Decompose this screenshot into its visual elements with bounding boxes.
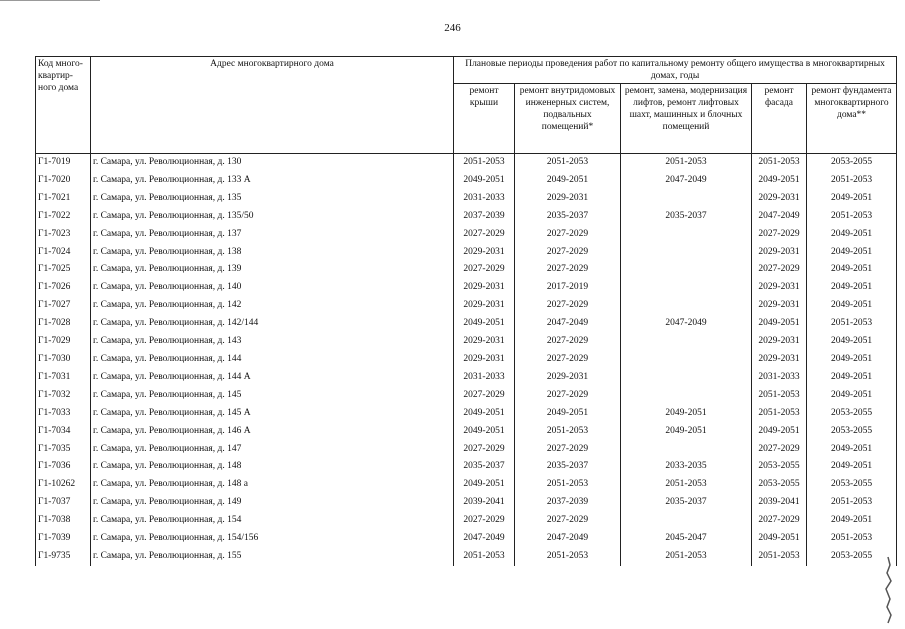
cell-address: г. Самара, ул. Революционная, д. 135/50 [91, 208, 454, 226]
cell-foundation: 2049-2051 [807, 261, 897, 279]
cell-facade: 2027-2029 [752, 261, 807, 279]
cell-code: Г1-7027 [36, 297, 91, 315]
cell-code: Г1-7034 [36, 423, 91, 441]
cell-foundation: 2049-2051 [807, 297, 897, 315]
cell-lifts [621, 369, 752, 387]
cell-lifts: 2051-2053 [621, 476, 752, 494]
cell-code: Г1-7030 [36, 351, 91, 369]
cell-foundation: 2051-2053 [807, 172, 897, 190]
cell-foundation: 2049-2051 [807, 441, 897, 459]
cell-code: Г1-7033 [36, 405, 91, 423]
cell-lifts [621, 333, 752, 351]
cell-systems: 2029-2031 [515, 190, 621, 208]
cell-code: Г1-7029 [36, 333, 91, 351]
table-row [36, 405, 897, 423]
cell-facade: 2039-2041 [752, 494, 807, 512]
cell-address: г. Самара, ул. Революционная, д. 133 А [91, 172, 454, 190]
cell-foundation: 2053-2055 [807, 405, 897, 423]
cell-facade: 2049-2051 [752, 530, 807, 548]
cell-systems: 2027-2029 [515, 333, 621, 351]
cell-facade: 2051-2053 [752, 405, 807, 423]
cell-facade: 2029-2031 [752, 244, 807, 262]
cell-code: Г1-7020 [36, 172, 91, 190]
cell-facade: 2031-2033 [752, 369, 807, 387]
table-row [36, 172, 897, 190]
cell-systems: 2027-2029 [515, 387, 621, 405]
cell-address: г. Самара, ул. Революционная, д. 140 [91, 279, 454, 297]
cell-foundation: 2049-2051 [807, 458, 897, 476]
table-row [36, 279, 897, 297]
cell-address: г. Самара, ул. Революционная, д. 147 [91, 441, 454, 459]
table-row [36, 351, 897, 369]
cell-foundation: 2053-2055 [807, 423, 897, 441]
cell-code: Г1-7024 [36, 244, 91, 262]
table-row [36, 333, 897, 351]
cell-foundation: 2053-2055 [807, 154, 897, 172]
cell-foundation: 2053-2055 [807, 548, 897, 566]
cell-foundation: 2051-2053 [807, 315, 897, 333]
cell-facade: 2049-2051 [752, 423, 807, 441]
cell-lifts [621, 512, 752, 530]
cell-systems: 2027-2029 [515, 226, 621, 244]
cell-roof: 2029-2031 [454, 333, 515, 351]
cell-roof: 2029-2031 [454, 351, 515, 369]
cell-facade: 2053-2055 [752, 476, 807, 494]
cell-code: Г1-10262 [36, 476, 91, 494]
table-row [36, 441, 897, 459]
cell-foundation: 2049-2051 [807, 226, 897, 244]
cell-roof: 2047-2049 [454, 530, 515, 548]
table-row [36, 261, 897, 279]
cell-systems: 2047-2049 [515, 530, 621, 548]
cell-code: Г1-7025 [36, 261, 91, 279]
cell-address: г. Самара, ул. Революционная, д. 138 [91, 244, 454, 262]
cell-systems: 2047-2049 [515, 315, 621, 333]
cell-systems: 2051-2053 [515, 476, 621, 494]
table-row [36, 423, 897, 441]
cell-address: г. Самара, ул. Революционная, д. 142 [91, 297, 454, 315]
cell-lifts [621, 226, 752, 244]
cell-foundation: 2049-2051 [807, 369, 897, 387]
cell-code: Г1-7031 [36, 369, 91, 387]
cell-foundation: 2049-2051 [807, 244, 897, 262]
cell-address: г. Самара, ул. Революционная, д. 144 [91, 351, 454, 369]
cell-address: г. Самара, ул. Революционная, д. 145 [91, 387, 454, 405]
cell-lifts [621, 351, 752, 369]
cell-systems: 2027-2029 [515, 297, 621, 315]
header-roof: ремонт крыши [454, 84, 515, 154]
cell-code: Г1-9735 [36, 548, 91, 566]
cell-facade: 2051-2053 [752, 387, 807, 405]
cell-roof: 2029-2031 [454, 244, 515, 262]
cell-roof: 2049-2051 [454, 172, 515, 190]
cell-lifts [621, 190, 752, 208]
cell-foundation: 2053-2055 [807, 476, 897, 494]
cell-address: г. Самара, ул. Революционная, д. 130 [91, 154, 454, 172]
cell-systems: 2049-2051 [515, 172, 621, 190]
header-facade: ремонт фасада [752, 84, 807, 154]
cell-facade: 2029-2031 [752, 279, 807, 297]
cell-roof: 2027-2029 [454, 441, 515, 459]
cell-roof: 2049-2051 [454, 315, 515, 333]
cell-facade: 2047-2049 [752, 208, 807, 226]
cell-facade: 2051-2053 [752, 548, 807, 566]
cell-lifts: 2047-2049 [621, 315, 752, 333]
cell-address: г. Самара, ул. Революционная, д. 137 [91, 226, 454, 244]
cell-code: Г1-7028 [36, 315, 91, 333]
cell-address: г. Самара, ул. Революционная, д. 139 [91, 261, 454, 279]
cell-lifts: 2047-2049 [621, 172, 752, 190]
cell-foundation: 2049-2051 [807, 333, 897, 351]
cell-roof: 2027-2029 [454, 387, 515, 405]
header-systems: ремонт внутридомовых инженерных систем, подвальных помещений* [515, 84, 621, 154]
cell-lifts [621, 244, 752, 262]
cell-lifts: 2035-2037 [621, 208, 752, 226]
header-foundation: ремонт фундамента многоквартирного дома** [807, 84, 897, 154]
cell-systems: 2051-2053 [515, 548, 621, 566]
cell-code: Г1-7019 [36, 154, 91, 172]
page-number: 246 [444, 22, 461, 34]
cell-systems: 2017-2019 [515, 279, 621, 297]
cell-lifts: 2035-2037 [621, 494, 752, 512]
table-row [36, 208, 897, 226]
table-row [36, 387, 897, 405]
cell-facade: 2027-2029 [752, 441, 807, 459]
table-row [36, 548, 897, 566]
table-row [36, 244, 897, 262]
cell-address: г. Самара, ул. Революционная, д. 135 [91, 190, 454, 208]
cell-facade: 2029-2031 [752, 297, 807, 315]
table-row [36, 297, 897, 315]
cell-roof: 2027-2029 [454, 226, 515, 244]
cell-roof: 2051-2053 [454, 154, 515, 172]
cell-roof: 2035-2037 [454, 458, 515, 476]
cell-address: г. Самара, ул. Революционная, д. 142/144 [91, 315, 454, 333]
cell-systems: 2027-2029 [515, 351, 621, 369]
table-row [36, 369, 897, 387]
cell-roof: 2027-2029 [454, 261, 515, 279]
cell-lifts: 2033-2035 [621, 458, 752, 476]
cell-facade: 2051-2053 [752, 154, 807, 172]
cell-address: г. Самара, ул. Революционная, д. 143 [91, 333, 454, 351]
cell-systems: 2035-2037 [515, 208, 621, 226]
cell-address: г. Самара, ул. Революционная, д. 148 а [91, 476, 454, 494]
table-row [36, 458, 897, 476]
cell-lifts: 2045-2047 [621, 530, 752, 548]
table-row [36, 494, 897, 512]
table-row [36, 226, 897, 244]
cell-roof: 2027-2029 [454, 512, 515, 530]
cell-lifts [621, 387, 752, 405]
cell-address: г. Самара, ул. Революционная, д. 148 [91, 458, 454, 476]
cell-facade: 2029-2031 [752, 190, 807, 208]
cell-lifts: 2049-2051 [621, 423, 752, 441]
cell-code: Г1-7035 [36, 441, 91, 459]
table-row [36, 315, 897, 333]
cell-address: г. Самара, ул. Революционная, д. 144 А [91, 369, 454, 387]
cell-code: Г1-7026 [36, 279, 91, 297]
cell-address: г. Самара, ул. Революционная, д. 155 [91, 548, 454, 566]
cell-foundation: 2049-2051 [807, 351, 897, 369]
capital-repair-table [35, 56, 897, 566]
cell-foundation: 2049-2051 [807, 279, 897, 297]
cell-roof: 2031-2033 [454, 369, 515, 387]
cell-foundation: 2051-2053 [807, 494, 897, 512]
cell-code: Г1-7038 [36, 512, 91, 530]
table-row [36, 190, 897, 208]
cell-systems: 2049-2051 [515, 405, 621, 423]
cell-lifts [621, 441, 752, 459]
cell-systems: 2027-2029 [515, 261, 621, 279]
cell-roof: 2029-2031 [454, 279, 515, 297]
cell-foundation: 2051-2053 [807, 208, 897, 226]
table-row [36, 512, 897, 530]
cell-code: Г1-7037 [36, 494, 91, 512]
cell-lifts: 2051-2053 [621, 548, 752, 566]
cell-roof: 2049-2051 [454, 476, 515, 494]
cell-lifts [621, 261, 752, 279]
cell-systems: 2027-2029 [515, 441, 621, 459]
header-code: Код много-квартир-ного дома [36, 57, 91, 154]
cell-systems: 2035-2037 [515, 458, 621, 476]
cell-foundation: 2049-2051 [807, 387, 897, 405]
cell-address: г. Самара, ул. Революционная, д. 146 А [91, 423, 454, 441]
cell-address: г. Самара, ул. Революционная, д. 154/156 [91, 530, 454, 548]
scan-edge-line [0, 0, 100, 1]
header-periods: Плановые периоды проведения работ по капитальному ремонту общего имущества в многоквартирных домах, годы [454, 57, 897, 84]
cell-lifts: 2051-2053 [621, 154, 752, 172]
table-row [36, 476, 897, 494]
cell-address: г. Самара, ул. Революционная, д. 154 [91, 512, 454, 530]
cell-facade: 2049-2051 [752, 315, 807, 333]
cell-systems: 2037-2039 [515, 494, 621, 512]
cell-code: Г1-7036 [36, 458, 91, 476]
cell-code: Г1-7039 [36, 530, 91, 548]
cell-code: Г1-7023 [36, 226, 91, 244]
cell-systems: 2029-2031 [515, 369, 621, 387]
cell-systems: 2027-2029 [515, 244, 621, 262]
cell-address: г. Самара, ул. Революционная, д. 149 [91, 494, 454, 512]
table-row [36, 530, 897, 548]
cell-foundation: 2051-2053 [807, 530, 897, 548]
cell-code: Г1-7021 [36, 190, 91, 208]
cell-address: г. Самара, ул. Революционная, д. 145 А [91, 405, 454, 423]
cell-foundation: 2049-2051 [807, 190, 897, 208]
cell-facade: 2027-2029 [752, 226, 807, 244]
cell-systems: 2051-2053 [515, 423, 621, 441]
cell-roof: 2031-2033 [454, 190, 515, 208]
cell-facade: 2049-2051 [752, 172, 807, 190]
cell-facade: 2029-2031 [752, 333, 807, 351]
cell-roof: 2029-2031 [454, 297, 515, 315]
header-address: Адрес многоквартирного дома [91, 57, 454, 154]
cell-roof: 2049-2051 [454, 405, 515, 423]
cell-roof: 2051-2053 [454, 548, 515, 566]
cell-systems: 2027-2029 [515, 512, 621, 530]
cell-code: Г1-7032 [36, 387, 91, 405]
cell-facade: 2053-2055 [752, 458, 807, 476]
cell-lifts [621, 297, 752, 315]
cell-roof: 2049-2051 [454, 423, 515, 441]
scan-artifact [881, 555, 895, 625]
cell-facade: 2029-2031 [752, 351, 807, 369]
cell-code: Г1-7022 [36, 208, 91, 226]
cell-facade: 2027-2029 [752, 512, 807, 530]
cell-systems: 2051-2053 [515, 154, 621, 172]
table-body [36, 154, 897, 566]
cell-foundation: 2049-2051 [807, 512, 897, 530]
cell-lifts: 2049-2051 [621, 405, 752, 423]
cell-roof: 2039-2041 [454, 494, 515, 512]
header-lifts: ремонт, замена, модернизация лифтов, ремонт лифтовых шахт, машинных и блочных помещений [621, 84, 752, 154]
cell-lifts [621, 279, 752, 297]
table-row [36, 154, 897, 172]
cell-roof: 2037-2039 [454, 208, 515, 226]
